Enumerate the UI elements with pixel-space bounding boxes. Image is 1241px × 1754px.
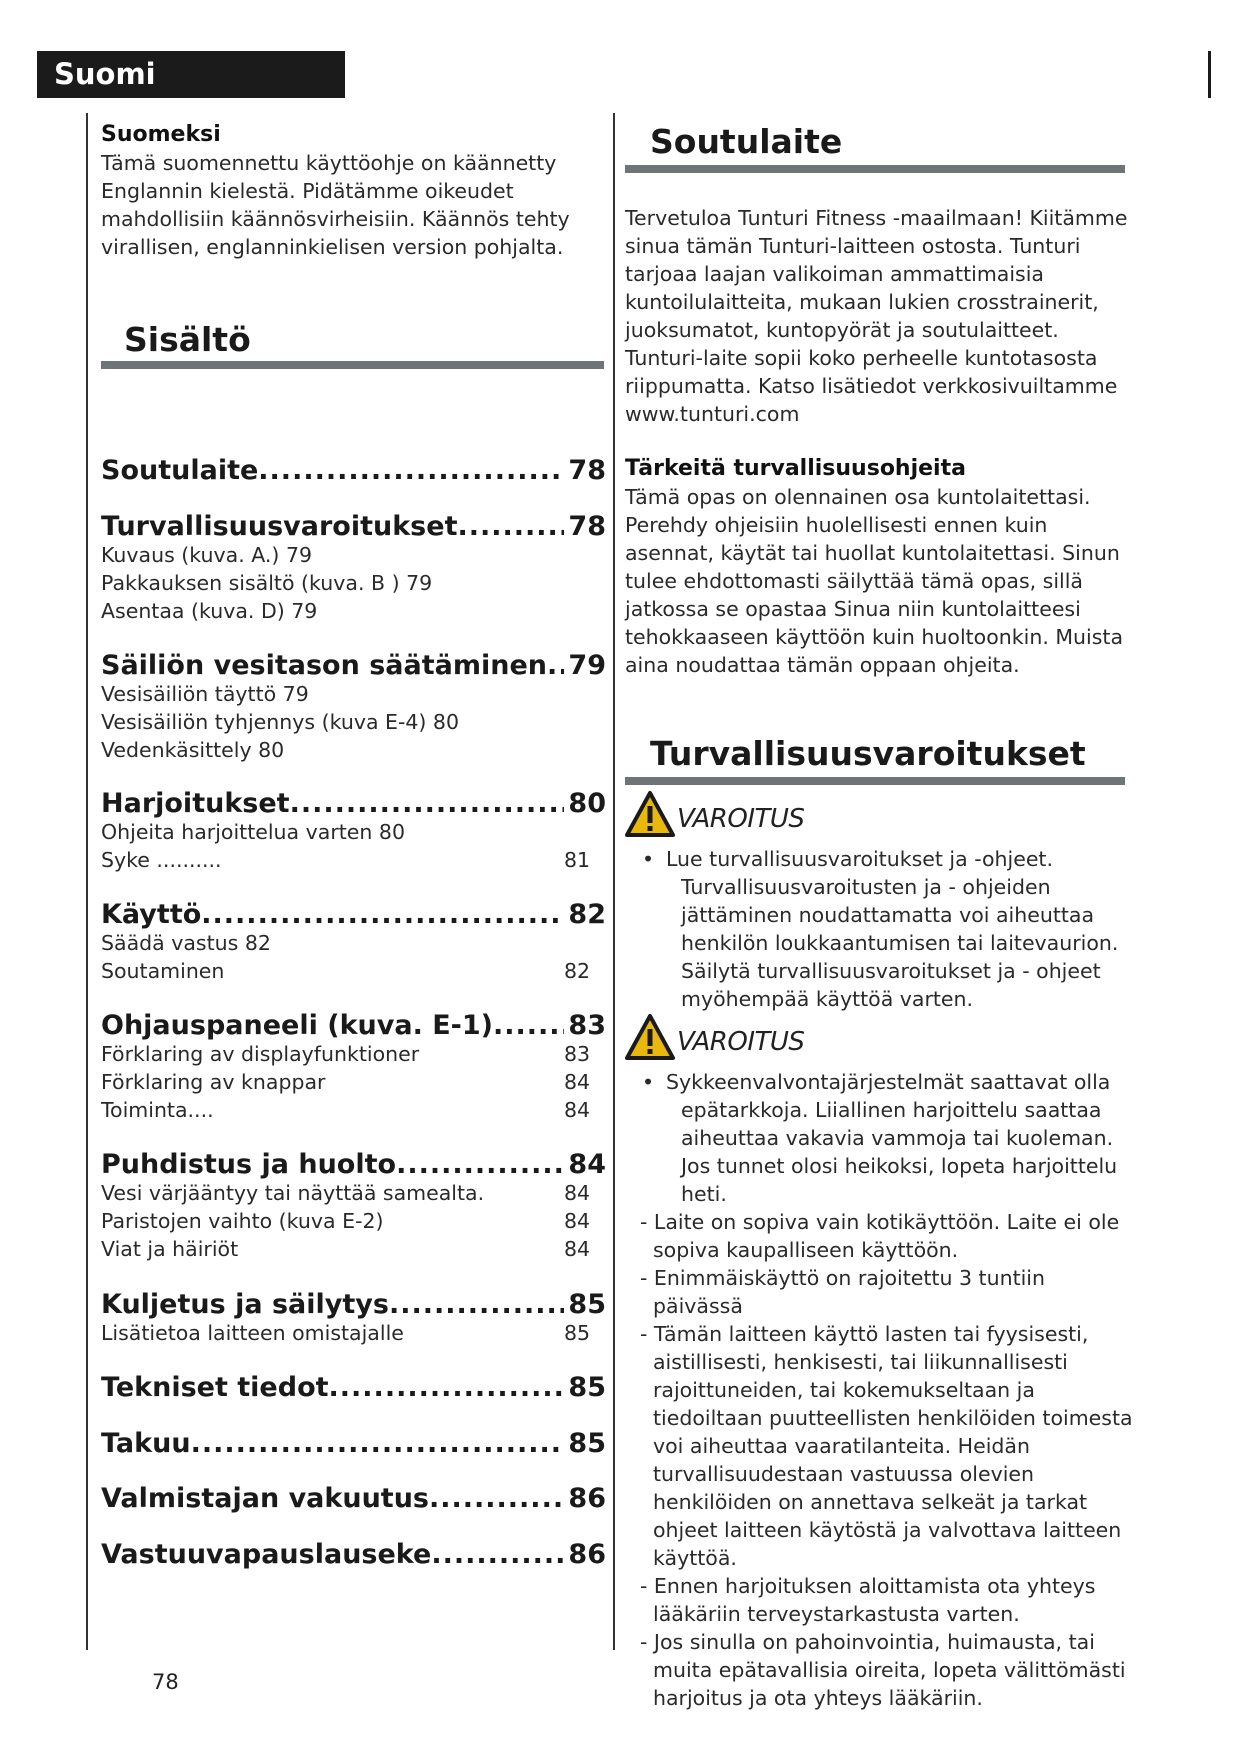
toc-subentry[interactable]: Vedenkäsittely 80: [101, 738, 285, 762]
toc-subentry[interactable]: Lisätietoa laitteen omistajalle 85: [101, 1321, 591, 1345]
soutulaite-heading-rule: [625, 165, 1125, 173]
toc-subentry[interactable]: Paristojen vaihto (kuva E-2) 84: [101, 1209, 591, 1233]
toc-subentry[interactable]: Vesisäiliön täyttö 79: [101, 682, 309, 706]
toc-entry[interactable]: Kuljetus ja säilytys ..... 85: [101, 1288, 606, 1322]
soutulaite-heading: Soutulaite: [650, 122, 843, 161]
toc-subentry[interactable]: Soutaminen 82: [101, 959, 591, 983]
safety-section: [625, 455, 1130, 679]
warning-label-2: [625, 1013, 885, 1061]
safety-title: Tärkeitä turvallisuusohjeita: [625, 456, 966, 481]
toc-heading-rule: [101, 361, 604, 369]
toc-entry[interactable]: Tekniset tiedot ..... 85: [101, 1371, 606, 1405]
toc-entry[interactable]: Takuu ..... 85: [101, 1427, 606, 1461]
warning-label-1: [625, 790, 885, 838]
toc-subentry[interactable]: Förklaring av displayfunktioner 83: [101, 1042, 591, 1066]
toc-entry[interactable]: Puhdistus ja huolto ..... 84: [101, 1148, 606, 1182]
toc-subentry[interactable]: Vesisäiliön tyhjennys (kuva E-4) 80: [101, 710, 460, 734]
warning-bullet-2: • Sykkeenvalvontajärjestelmät saattavat olla epätarkkoja. Liiallinen harjoittelu saattaa aiheuttaa vakavia vammoja tai kuoleman. Jos tunnet olosi heikoksi, lopeta harjoittelu heti.: [642, 1070, 1118, 1206]
toc-entry[interactable]: Valmistajan vakuutus ..... 86: [101, 1482, 606, 1516]
toc-entry[interactable]: Soutulaite ..... 78: [101, 454, 606, 488]
page-number: 78: [152, 1670, 179, 1694]
toc-entry[interactable]: Käyttö ..... 82: [101, 898, 606, 932]
safety-text: Tämä opas on olennainen osa kuntolaitettasi. Perehdy ohjeisiin huolellisesti ennen kuin asennat, käytät tai huollat kuntolaitettasi. Sinun tulee ehdottomasti säilyttää tämä opas, sillä jatkossa se opastaa Sinua niin kuntolaitteesi tehokkaaseen käyttöön kuin huoltoonkin. Muista aina noudattaa tämän oppaan ohjeita.: [625, 485, 1124, 677]
safety-list: [640, 1208, 1140, 1712]
toc-subentry[interactable]: Förklaring av knappar 84: [101, 1070, 591, 1094]
toc-subentry[interactable]: Ohjeita harjoittelua varten 80: [101, 820, 405, 844]
toc-subentry[interactable]: Toiminta.... 84: [101, 1098, 591, 1122]
toc-entry[interactable]: Harjoitukset ..... 80: [101, 787, 606, 821]
toc-subentry[interactable]: Viat ja häiriöt 84: [101, 1237, 591, 1261]
welcome-text: Tervetuloa Tunturi Fitness -maailmaan! Kiitämme sinua tämän Tunturi-laitteen ostosta. Tunturi tarjoaa laajan valikoiman ammattimaisia kuntoilulaitteita, mukaan lukien crosstrainerit, juoksumatot, kuntopyörät ja soutulaitteet. Tunturi-laite sopii koko perheelle kuntotasosta riippumatta. Katso lisätiedot verkkosivuiltamme www.tunturi.com: [625, 206, 1128, 426]
warning-triangle-icon: [625, 790, 675, 838]
safety-list-item: - Jos sinulla on pahoinvointia, huimausta, tai muita epätavallisia oireita, lopeta välittömästi harjoitus ja ota yhteys lääkäriin.: [640, 1630, 1126, 1710]
safety-list-item: - Laite on sopiva vain kotikäyttöön. Laite ei ole sopiva kaupalliseen käyttöön.: [640, 1210, 1120, 1262]
warning-title: VAROITUS: [677, 1027, 805, 1057]
language-tab: [37, 51, 345, 98]
toc-subentry[interactable]: Pakkauksen sisältö (kuva. B ) 79: [101, 571, 433, 595]
toc-entry[interactable]: Säiliön vesitason säätäminen ..... 79: [101, 649, 606, 683]
warnings-heading-rule: [625, 777, 1125, 785]
toc-entry[interactable]: Vastuuvapauslauseke ..... 86: [101, 1538, 606, 1572]
warning-bullet-1: • Lue turvallisuusvaroitukset ja -ohjeet. Turvallisuusvaroitusten ja - ohjeiden jättäminen noudattamatta voi aiheuttaa henkilön loukkaantumisen tai laitevaurion. Säilytä turvallisuusvaroitukset ja - ohjeet myöhempää käyttöä varten.: [642, 847, 1119, 1011]
warning-title: VAROITUS: [677, 804, 805, 834]
toc-subentry[interactable]: Kuvaus (kuva. A.) 79: [101, 543, 313, 567]
toc-entry[interactable]: Turvallisuusvaroitukset ..... 78: [101, 510, 606, 544]
corner-mark: [1208, 51, 1211, 98]
toc-entry[interactable]: Ohjauspaneeli (kuva. E-1) ..... 83: [101, 1009, 606, 1043]
toc-subentry[interactable]: Vesi värjääntyy tai näyttää samealta. 84: [101, 1181, 591, 1205]
toc-subentry[interactable]: Syke .......... 81: [101, 848, 591, 872]
center-column-rule: [613, 113, 615, 1650]
toc-subentry[interactable]: Asentaa (kuva. D) 79: [101, 599, 318, 623]
intro-section: [101, 121, 603, 261]
safety-list-item: - Tämän laitteen käyttö lasten tai fyysisesti, aistillisesti, henkisesti, tai liikunnallisesti rajoittuneiden, tai kokemukseltaan ja tiedoiltaan puutteellisten henkilöiden toimesta voi aiheuttaa vaaratilanteita. Heidän turvallisuudestaan vastuussa olevien henkilöiden on annettava selkeät ja tarkat ohjeet laitteen käytöstä ja valvottava laitteen käyttöä.: [640, 1322, 1133, 1570]
toc-heading: Sisältö: [124, 320, 251, 359]
intro-title: Suomeksi: [101, 122, 221, 147]
warnings-heading: Turvallisuusvaroitukset: [650, 734, 1086, 773]
intro-text: Tämä suomennettu käyttöohje on käännetty Englannin kielestä. Pidätämme oikeudet mahdollisiin käännösvirheisiin. Käännös tehty virallisen, englanninkielisen version pohjalta.: [101, 151, 570, 259]
language-tab-label: Suomi: [54, 57, 156, 91]
warning-triangle-icon: [625, 1013, 675, 1061]
toc-subentry[interactable]: Säädä vastus 82: [101, 931, 271, 955]
safety-list-item: - Ennen harjoituksen aloittamista ota yhteys lääkäriin terveystarkastusta varten.: [640, 1574, 1096, 1626]
safety-list-item: - Enimmäiskäyttö on rajoitettu 3 tuntiin päivässä: [640, 1266, 1045, 1318]
left-column-rule: [86, 113, 88, 1650]
